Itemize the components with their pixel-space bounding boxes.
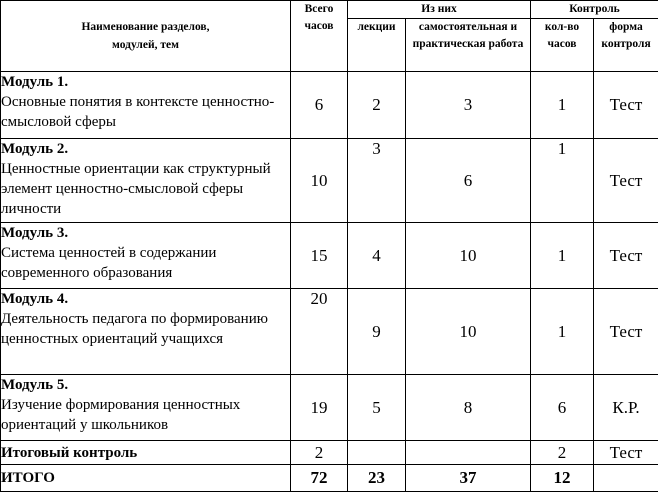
- grand-total-label: ИТОГО: [1, 465, 291, 492]
- module-title: Модуль 1.: [1, 74, 68, 90]
- table-row: [1, 375, 658, 441]
- control-form-cell: Тест: [594, 289, 658, 375]
- total-hours-cell: 15: [291, 223, 348, 289]
- header-lectures: лекции: [348, 19, 406, 72]
- independent-cell: 3: [406, 72, 531, 139]
- lectures-cell: [348, 441, 406, 465]
- control-form-cell: [594, 465, 658, 492]
- table-row: [1, 139, 658, 223]
- control-hours-cell: 1: [531, 72, 594, 139]
- grand-total-row: [1, 465, 658, 492]
- lectures-cell: 4: [348, 223, 406, 289]
- control-form-cell: Тест: [594, 223, 658, 289]
- module-description: Система ценностей в содержании современного образования: [1, 245, 216, 281]
- control-hours-cell: 6: [531, 375, 594, 441]
- control-hours-cell: 1: [531, 139, 594, 223]
- header-control-form: форма контроля: [594, 19, 658, 72]
- total-hours-cell: 6: [291, 72, 348, 139]
- independent-cell: 6: [406, 139, 531, 223]
- header-section-name: Наименование разделов, модулей, тем: [1, 1, 291, 72]
- control-form-cell: К.Р.: [594, 375, 658, 441]
- control-form-cell: Тест: [594, 139, 658, 223]
- section-cell: [1, 139, 291, 223]
- control-hours-cell: 2: [531, 441, 594, 465]
- independent-cell: 37: [406, 465, 531, 492]
- total-hours-cell: 20: [291, 289, 348, 375]
- header-of-them: Из них: [348, 1, 531, 19]
- section-cell: [1, 223, 291, 289]
- control-hours-cell: 12: [531, 465, 594, 492]
- header-independent: самостоятельная и практическая работа: [406, 19, 531, 72]
- section-cell: [1, 72, 291, 139]
- module-title: Модуль 4.: [1, 291, 68, 307]
- module-description: Деятельность педагога по формированию ценностных ориентаций учащихся: [1, 311, 268, 347]
- module-title: Модуль 2.: [1, 141, 68, 157]
- independent-cell: 10: [406, 289, 531, 375]
- module-description: Изучение формирования ценностных ориентаций у школьников: [1, 397, 240, 433]
- module-description: Основные понятия в контексте ценностно-смысловой сферы: [1, 94, 274, 130]
- module-title: Модуль 5.: [1, 377, 68, 393]
- table-row: [1, 223, 658, 289]
- control-form-cell: Тест: [594, 441, 658, 465]
- header-control-hours: кол-во часов: [531, 19, 594, 72]
- control-form-cell: Тест: [594, 72, 658, 139]
- table-row: [1, 289, 658, 375]
- table-row: [1, 72, 658, 139]
- section-cell: [1, 289, 291, 375]
- lectures-cell: 9: [348, 289, 406, 375]
- header-total-hours: Всего часов: [291, 1, 348, 72]
- header-control: Контроль: [531, 1, 658, 19]
- lectures-cell: 2: [348, 72, 406, 139]
- module-description: Ценностные ориентации как структурный элемент ценностно-смысловой сферы личности: [1, 161, 271, 217]
- control-hours-cell: 1: [531, 289, 594, 375]
- control-hours-cell: 1: [531, 223, 594, 289]
- total-hours-cell: 10: [291, 139, 348, 223]
- independent-cell: [406, 441, 531, 465]
- lectures-cell: 5: [348, 375, 406, 441]
- section-cell: [1, 375, 291, 441]
- lectures-cell: 3: [348, 139, 406, 223]
- independent-cell: 8: [406, 375, 531, 441]
- header-row-1: [1, 1, 658, 19]
- final-control-label: Итоговый контроль: [1, 441, 291, 465]
- lectures-cell: 23: [348, 465, 406, 492]
- total-hours-cell: 2: [291, 441, 348, 465]
- total-hours-cell: 72: [291, 465, 348, 492]
- total-hours-cell: 19: [291, 375, 348, 441]
- module-title: Модуль 3.: [1, 225, 68, 241]
- independent-cell: 10: [406, 223, 531, 289]
- final-control-row: [1, 441, 658, 465]
